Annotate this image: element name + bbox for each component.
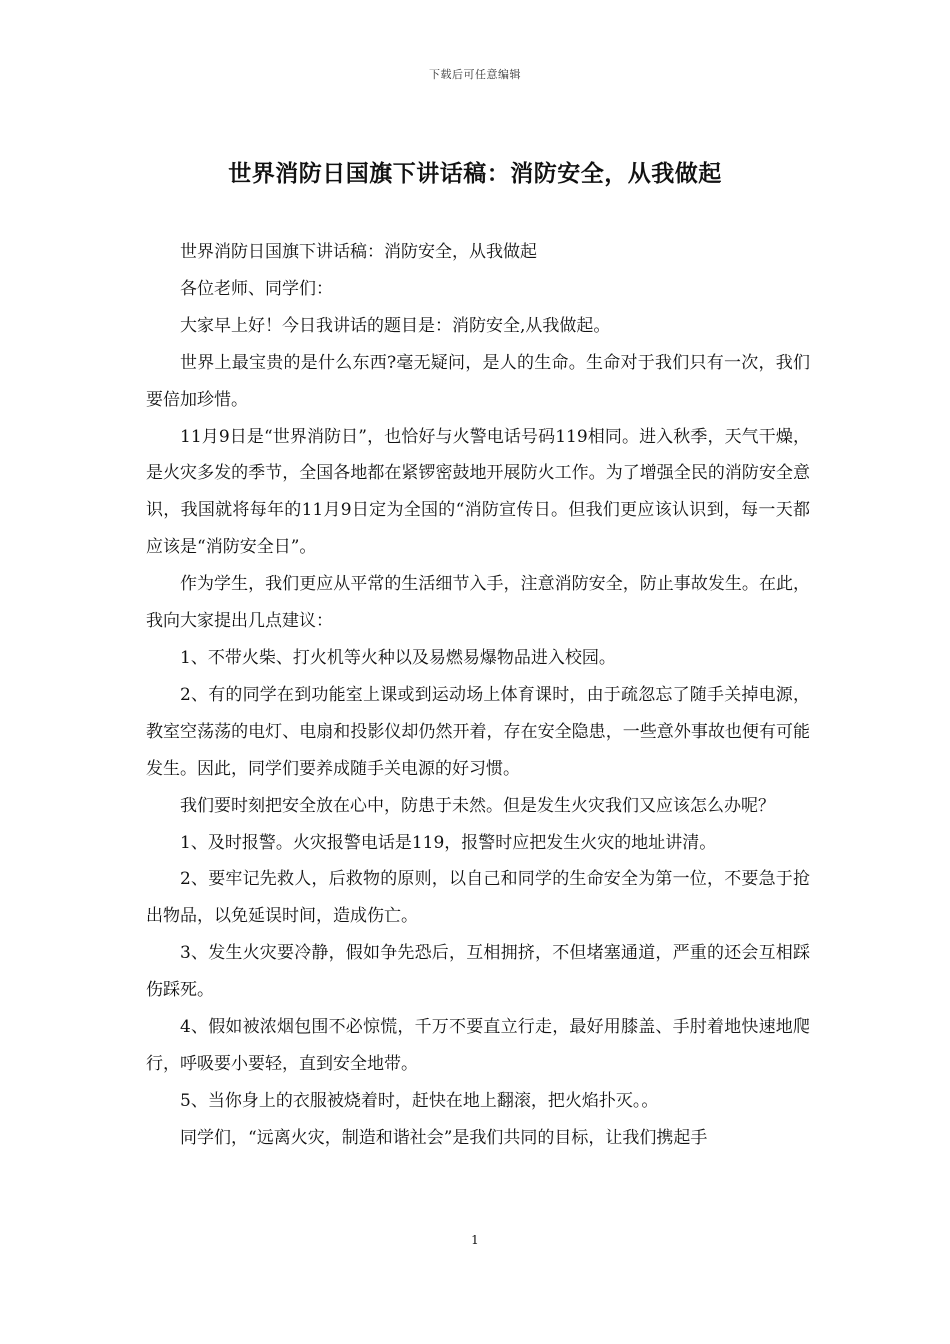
- document-title: 世界消防日国旗下讲话稿：消防安全，从我做起: [228, 160, 722, 187]
- paragraph: 我们要时刻把安全放在心中，防患于未然。但是发生火灾我们又应该怎么办呢？: [180, 795, 775, 816]
- paragraph: 11月9日是“世界消防日”，也恰好与火警电话号码119相同。进入秋季，天气干燥，是火灾多发的季节，全国各地都在紧锣密鼓地开展防火工作。为了增强全民的消防安全意识，我国就将每年的11月9日定为全国的“消防宣传日。但我们更应该认识到，每一天都应该是“消防安全日”。: [146, 426, 810, 558]
- list-item: 2、要牢记先救人，后救物的原则，以自己和同学的生命安全为第一位，不要急于抢出物品，以免延误时间，造成伤亡。: [146, 869, 810, 927]
- paragraph: 同学们，“远离火灾，制造和谐社会”是我们共同的目标，让我们携起手: [180, 1127, 708, 1148]
- paragraph-greeting: 大家早上好！今日我讲话的题目是：消防安全,从我做起。: [180, 315, 611, 336]
- paragraph: 世界上最宝贵的是什么东西?毫无疑问，是人的生命。生命对于我们只有一次，我们要倍加珍惜。: [146, 352, 810, 410]
- paragraph: 作为学生，我们更应从平常的生活细节入手，注意消防安全，防止事故发生。在此，我向大家提出几点建议：: [146, 574, 810, 632]
- paragraph-salutation: 各位老师、同学们：: [180, 278, 333, 299]
- list-item: 2、有的同学在到功能室上课或到运动场上体育课时，由于疏忽忘了随手关掉电源，教室空荡荡的电灯、电扇和投影仪却仍然开着，存在安全隐患，一些意外事故也便有可能发生。因此，同学们要养成随手关电源的好习惯。: [146, 684, 810, 779]
- list-item: 3、发生火灾要冷静，假如争先恐后，互相拥挤，不但堵塞通道，严重的还会互相踩伤踩死。: [146, 943, 810, 1001]
- page-number: 1: [471, 1233, 479, 1247]
- document-body: [146, 234, 810, 1157]
- list-item: 1、及时报警。火灾报警电话是119，报警时应把发生火灾的地址讲清。: [180, 832, 717, 853]
- header-note: 下载后可任意编辑: [429, 68, 521, 81]
- list-item: 1、不带火柴、打火机等火种以及易燃易爆物品进入校园。: [180, 647, 616, 668]
- list-item: 4、假如被浓烟包围不必惊慌，千万不要直立行走，最好用膝盖、手肘着地快速地爬行，呼吸要小要轻，直到安全地带。: [146, 1017, 810, 1074]
- paragraph-subtitle: 世界消防日国旗下讲话稿：消防安全，从我做起: [180, 242, 537, 262]
- list-item: 5、当你身上的衣服被烧着时，赶快在地上翻滚，把火焰扑灭。。: [180, 1090, 659, 1111]
